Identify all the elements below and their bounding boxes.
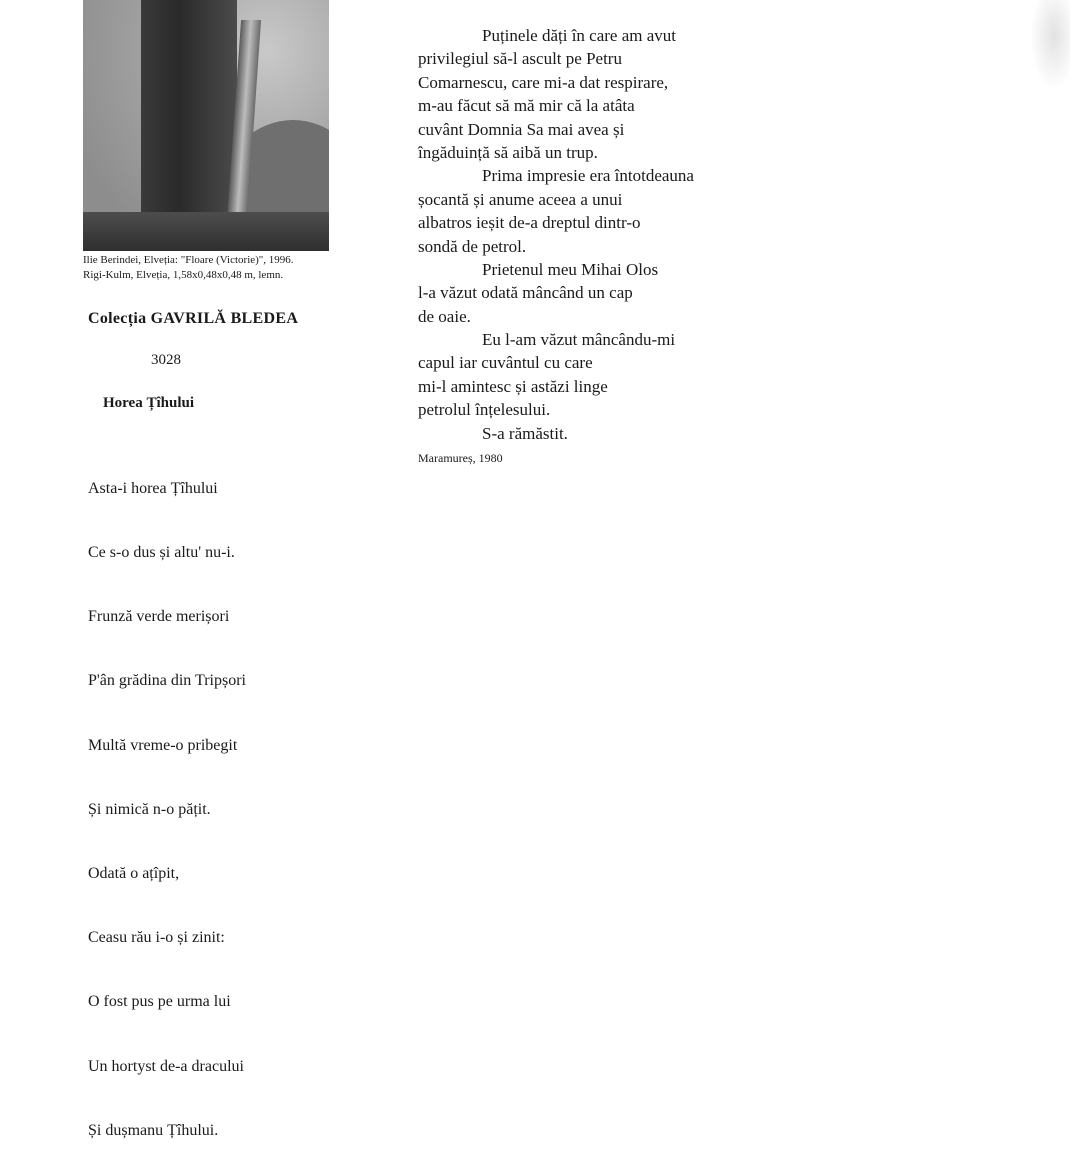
scan-edge-mark <box>1030 0 1070 90</box>
poem-line: Ce s-o dus și altu' nu-i. <box>88 544 235 562</box>
prose-line: Prietenul meu Mihai Olos <box>482 259 659 279</box>
prose-line: Prima impresie era întotdeauna <box>482 166 694 186</box>
prose-line: mi-l amintesc și astăzi linge <box>418 376 608 396</box>
poem-line: Și dușmanu Țîhului. <box>88 1121 219 1139</box>
poem-line: Frunză verde merișori <box>88 608 230 626</box>
sculpture-photo <box>83 0 329 251</box>
prose-line: îngăduință să aibă un trup. <box>418 142 598 162</box>
prose-line: Comarnescu, care mi-a dat respirare, <box>418 72 669 92</box>
prose-line: m-au făcut să mă mir că la atâta <box>418 96 635 116</box>
photo-caption <box>83 253 343 283</box>
poem-line: Și nimică n-o pățit. <box>88 800 211 818</box>
prose-line: capul iar cuvântul cu care <box>418 353 593 373</box>
prose-line: șocantă și anume aceea a unui <box>418 189 623 209</box>
prose-line: petrolul înțelesului. <box>418 400 551 420</box>
prose-line: de oaie. <box>418 306 471 326</box>
collection-title: Colecția GAVRILĂ BLEDEA <box>88 310 299 327</box>
poem-line: P'ân grădina din Tripșori <box>88 672 246 690</box>
prose-line: privilegiul să-l ascult pe Petru <box>418 49 622 69</box>
poem-line: Un hortyst de-a dracului <box>88 1057 244 1075</box>
prose-line: albatros ieșit de-a dreptul dintr-o <box>418 213 641 233</box>
poem-line: Ceasu rău i-o și zinit: <box>88 929 225 947</box>
prose-line: cuvânt Domnia Sa mai avea și <box>418 119 625 139</box>
poem-line: Multă vreme-o pribegit <box>88 736 238 754</box>
caption-line: Ilie Berindei, Elveția: "Floare (Victorie)", 1996. <box>83 254 294 266</box>
prose-line: Puținele dăți în care am avut <box>482 26 677 45</box>
poem-title: Horea Țîhului <box>103 395 194 411</box>
place-date: Maramureș, 1980 <box>418 451 503 465</box>
caption-line: Rigi-Kulm, Elveția, 1,58x0,48x0,48 m, lemn. <box>83 269 284 281</box>
prose-text <box>418 24 758 445</box>
poem-number: 3028 <box>151 352 181 368</box>
poem-text <box>88 435 348 1163</box>
poem-line: O fost pus pe urma lui <box>88 993 231 1011</box>
prose-line: l-a văzut odată mâncând un cap <box>418 283 633 303</box>
prose-line: sondă de petrol. <box>418 236 527 256</box>
prose-line: Eu l-am văzut mâncându-mi <box>482 330 676 350</box>
poem-line: Odată o ațîpit, <box>88 865 180 883</box>
photo-ground <box>83 212 329 251</box>
poem-line: Asta-i horea Țîhului <box>88 479 218 497</box>
prose-line: S-a rămăstit. <box>482 423 568 443</box>
